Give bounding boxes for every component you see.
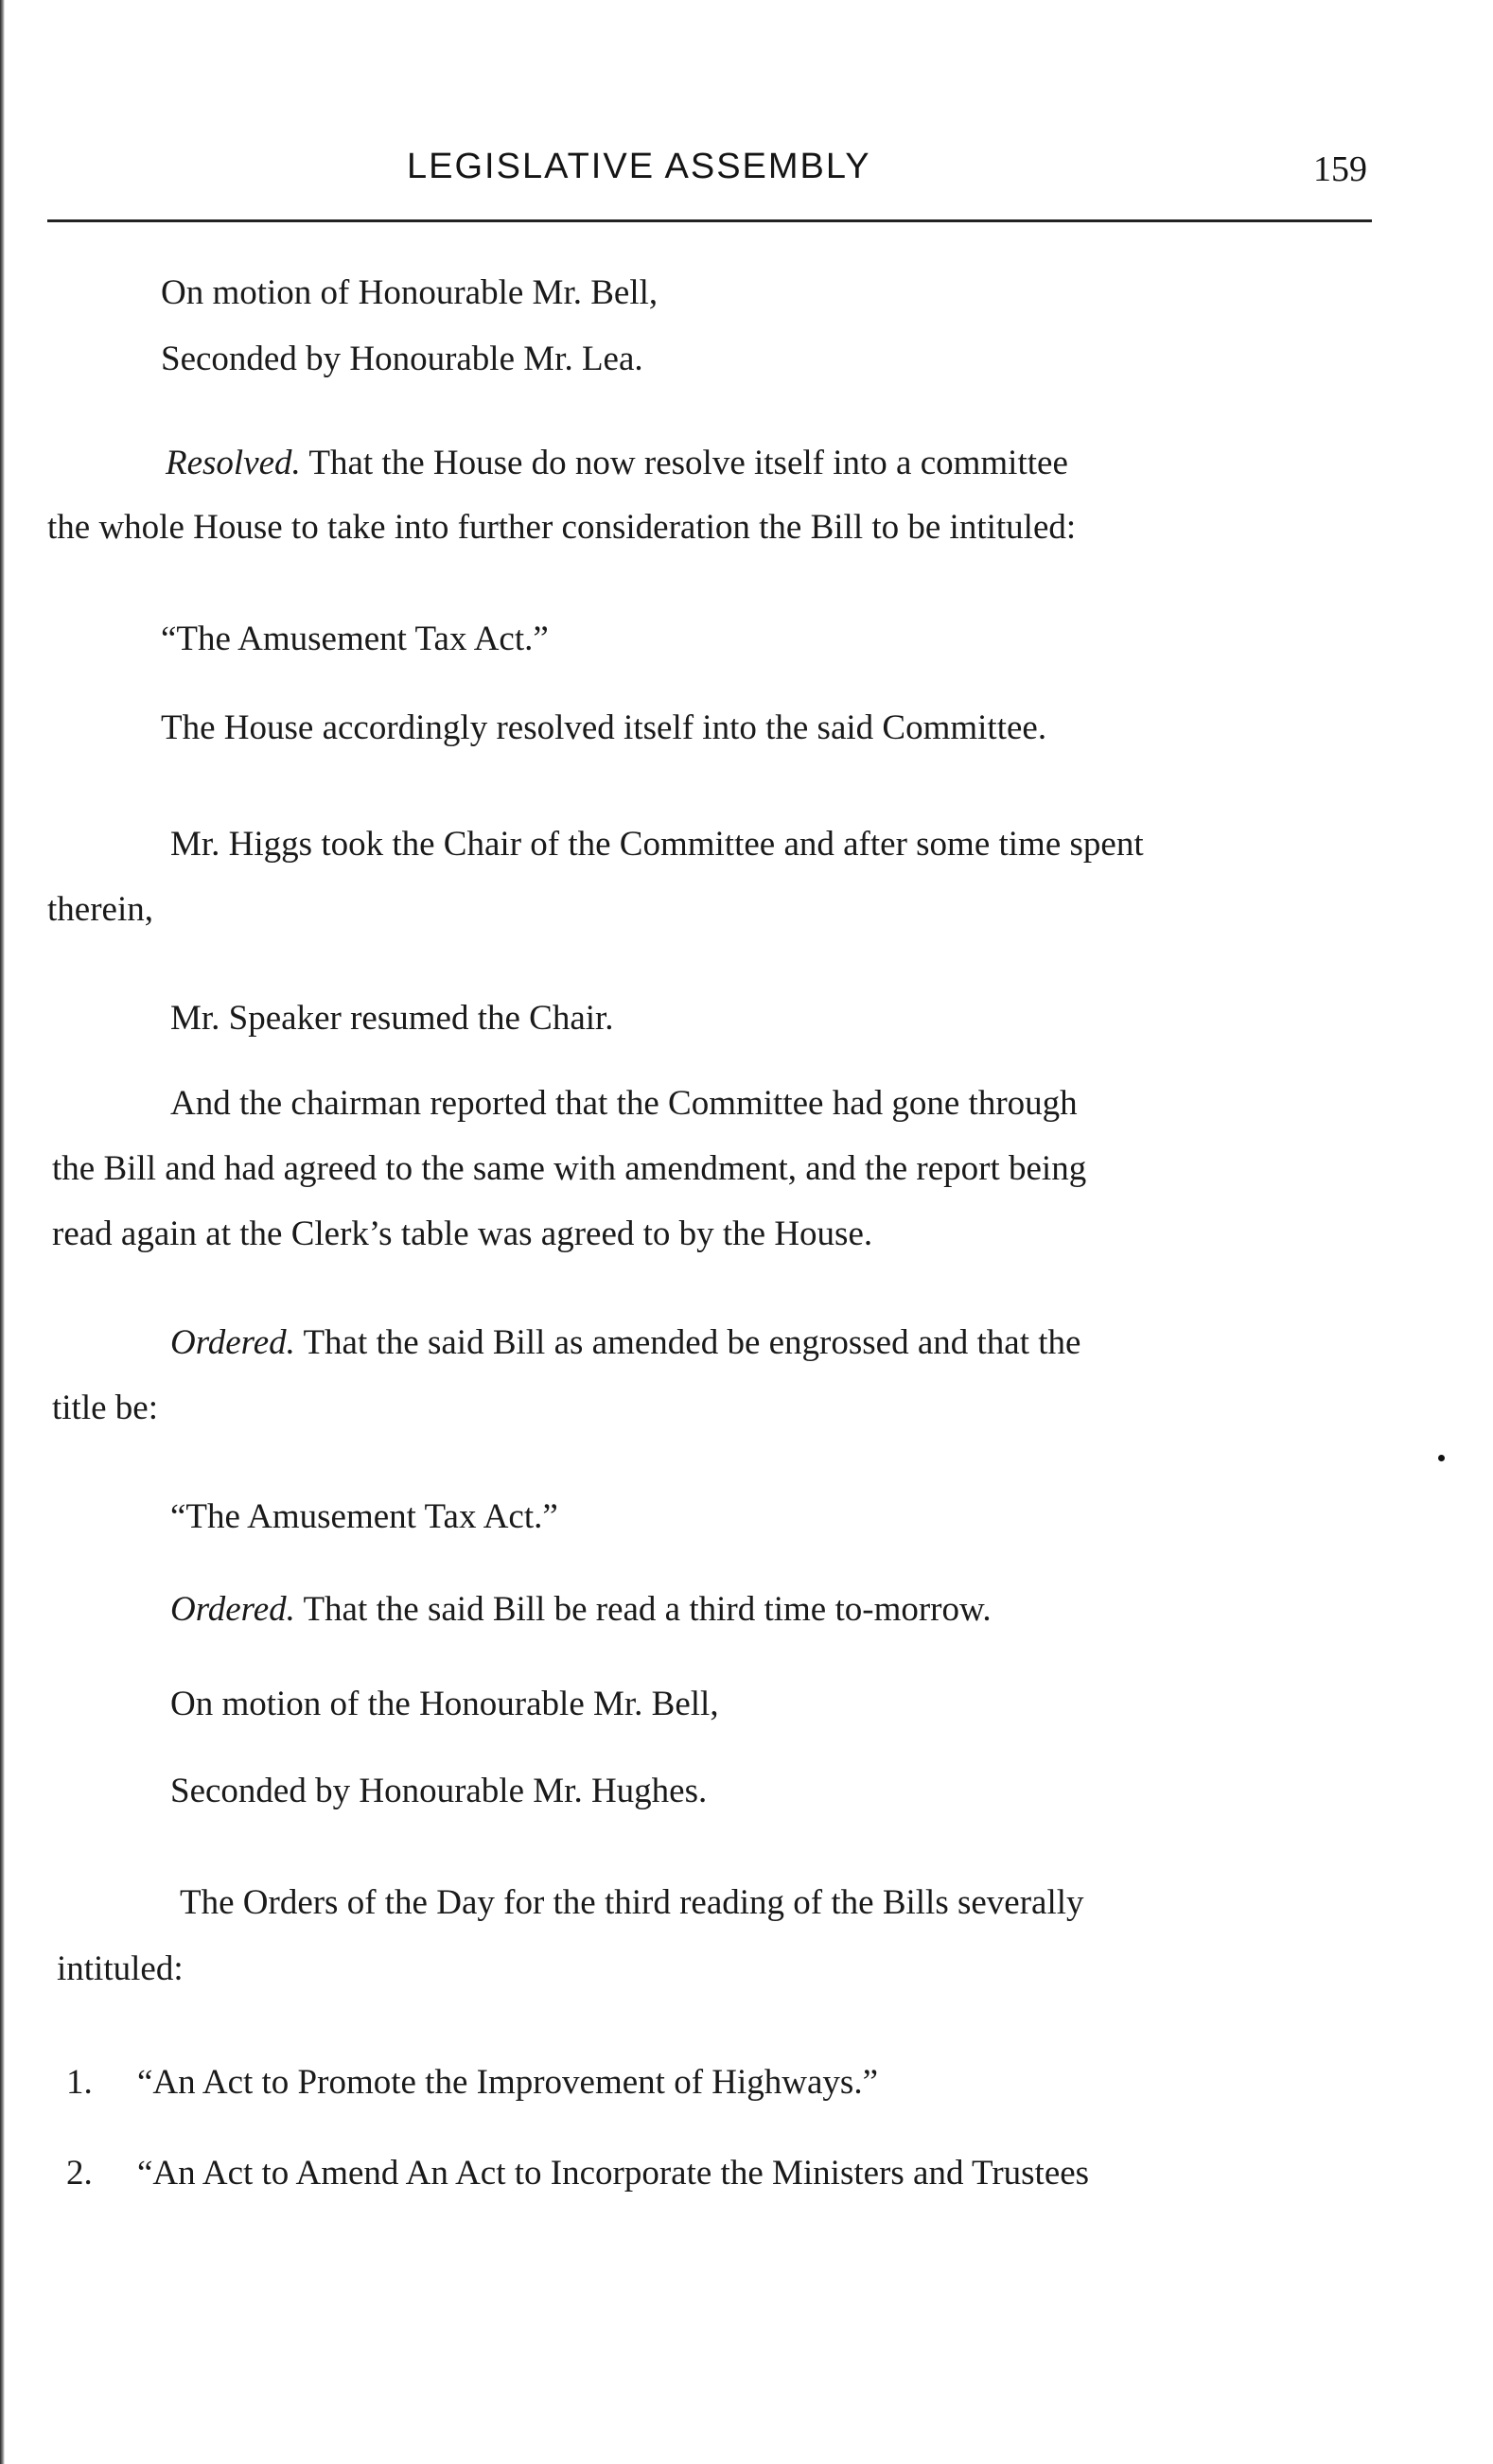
second-seconded-line: Seconded by Honourable Mr. Hughes. (170, 1772, 708, 1810)
committee-paragraph: The House accordingly resolved itself into the said Committee. (161, 708, 1047, 747)
chairman-paragraph-line-3: read again at the Clerk’s table was agreed to by the House. (52, 1215, 873, 1253)
resolved-keyword: Resolved. (166, 444, 301, 482)
bill-title-quote-2: “The Amusement Tax Act.” (170, 1497, 558, 1536)
resolved-text: That the House do now resolve itself into a committee (300, 444, 1068, 482)
chairman-paragraph-line-2: the Bill and had agreed to the same with amendment, and the report being (52, 1149, 1087, 1188)
running-header-title: LEGISLATIVE ASSEMBLY (407, 147, 871, 186)
ink-speck (1438, 1455, 1445, 1461)
higgs-paragraph-line-1: Mr. Higgs took the Chair of the Committee and after some time spent (170, 825, 1144, 864)
list-item-text: “An Act to Promote the Improvement of Highways.” (137, 2063, 878, 2102)
seconded-line: Seconded by Honourable Mr. Lea. (161, 340, 643, 378)
second-motion-line: On motion of the Honourable Mr. Bell, (170, 1685, 719, 1723)
ordered-third-reading-text: That the said Bill be read a third time to-morrow. (294, 1590, 992, 1629)
resolved-paragraph-line-2: the whole House to take into further consideration the Bill to be intituled: (47, 508, 1077, 547)
ordered-third-reading (170, 1589, 992, 1631)
ordered-paragraph-line-2: title be: (52, 1389, 158, 1427)
bill-title-quote: “The Amusement Tax Act.” (161, 620, 549, 658)
orders-paragraph-line-1: The Orders of the Day for the third reading of the Bills severally (180, 1883, 1084, 1922)
page-number: 159 (1313, 149, 1367, 189)
ordered-paragraph-line-1 (170, 1322, 1080, 1364)
speaker-paragraph: Mr. Speaker resumed the Chair. (170, 999, 614, 1038)
orders-paragraph-line-2: intituled: (57, 1949, 184, 1988)
list-item-number: 2. (66, 2154, 93, 2193)
motion-line: On motion of Honourable Mr. Bell, (161, 273, 659, 312)
ordered-keyword: Ordered. (170, 1323, 295, 1362)
ordered-keyword-2: Ordered. (170, 1590, 295, 1629)
page-spine-shadow (0, 0, 5, 2464)
list-item-text: “An Act to Amend An Act to Incorporate the Ministers and Trustees (137, 2154, 1090, 2193)
list-item-number: 1. (66, 2063, 93, 2102)
chairman-paragraph-line-1: And the chairman reported that the Committee had gone through (170, 1084, 1078, 1123)
higgs-paragraph-line-2: therein, (47, 890, 153, 929)
header-rule (47, 219, 1372, 222)
ordered-text: That the said Bill as amended be engrossed and that the (294, 1323, 1081, 1362)
resolved-paragraph-line-1 (166, 443, 1068, 484)
